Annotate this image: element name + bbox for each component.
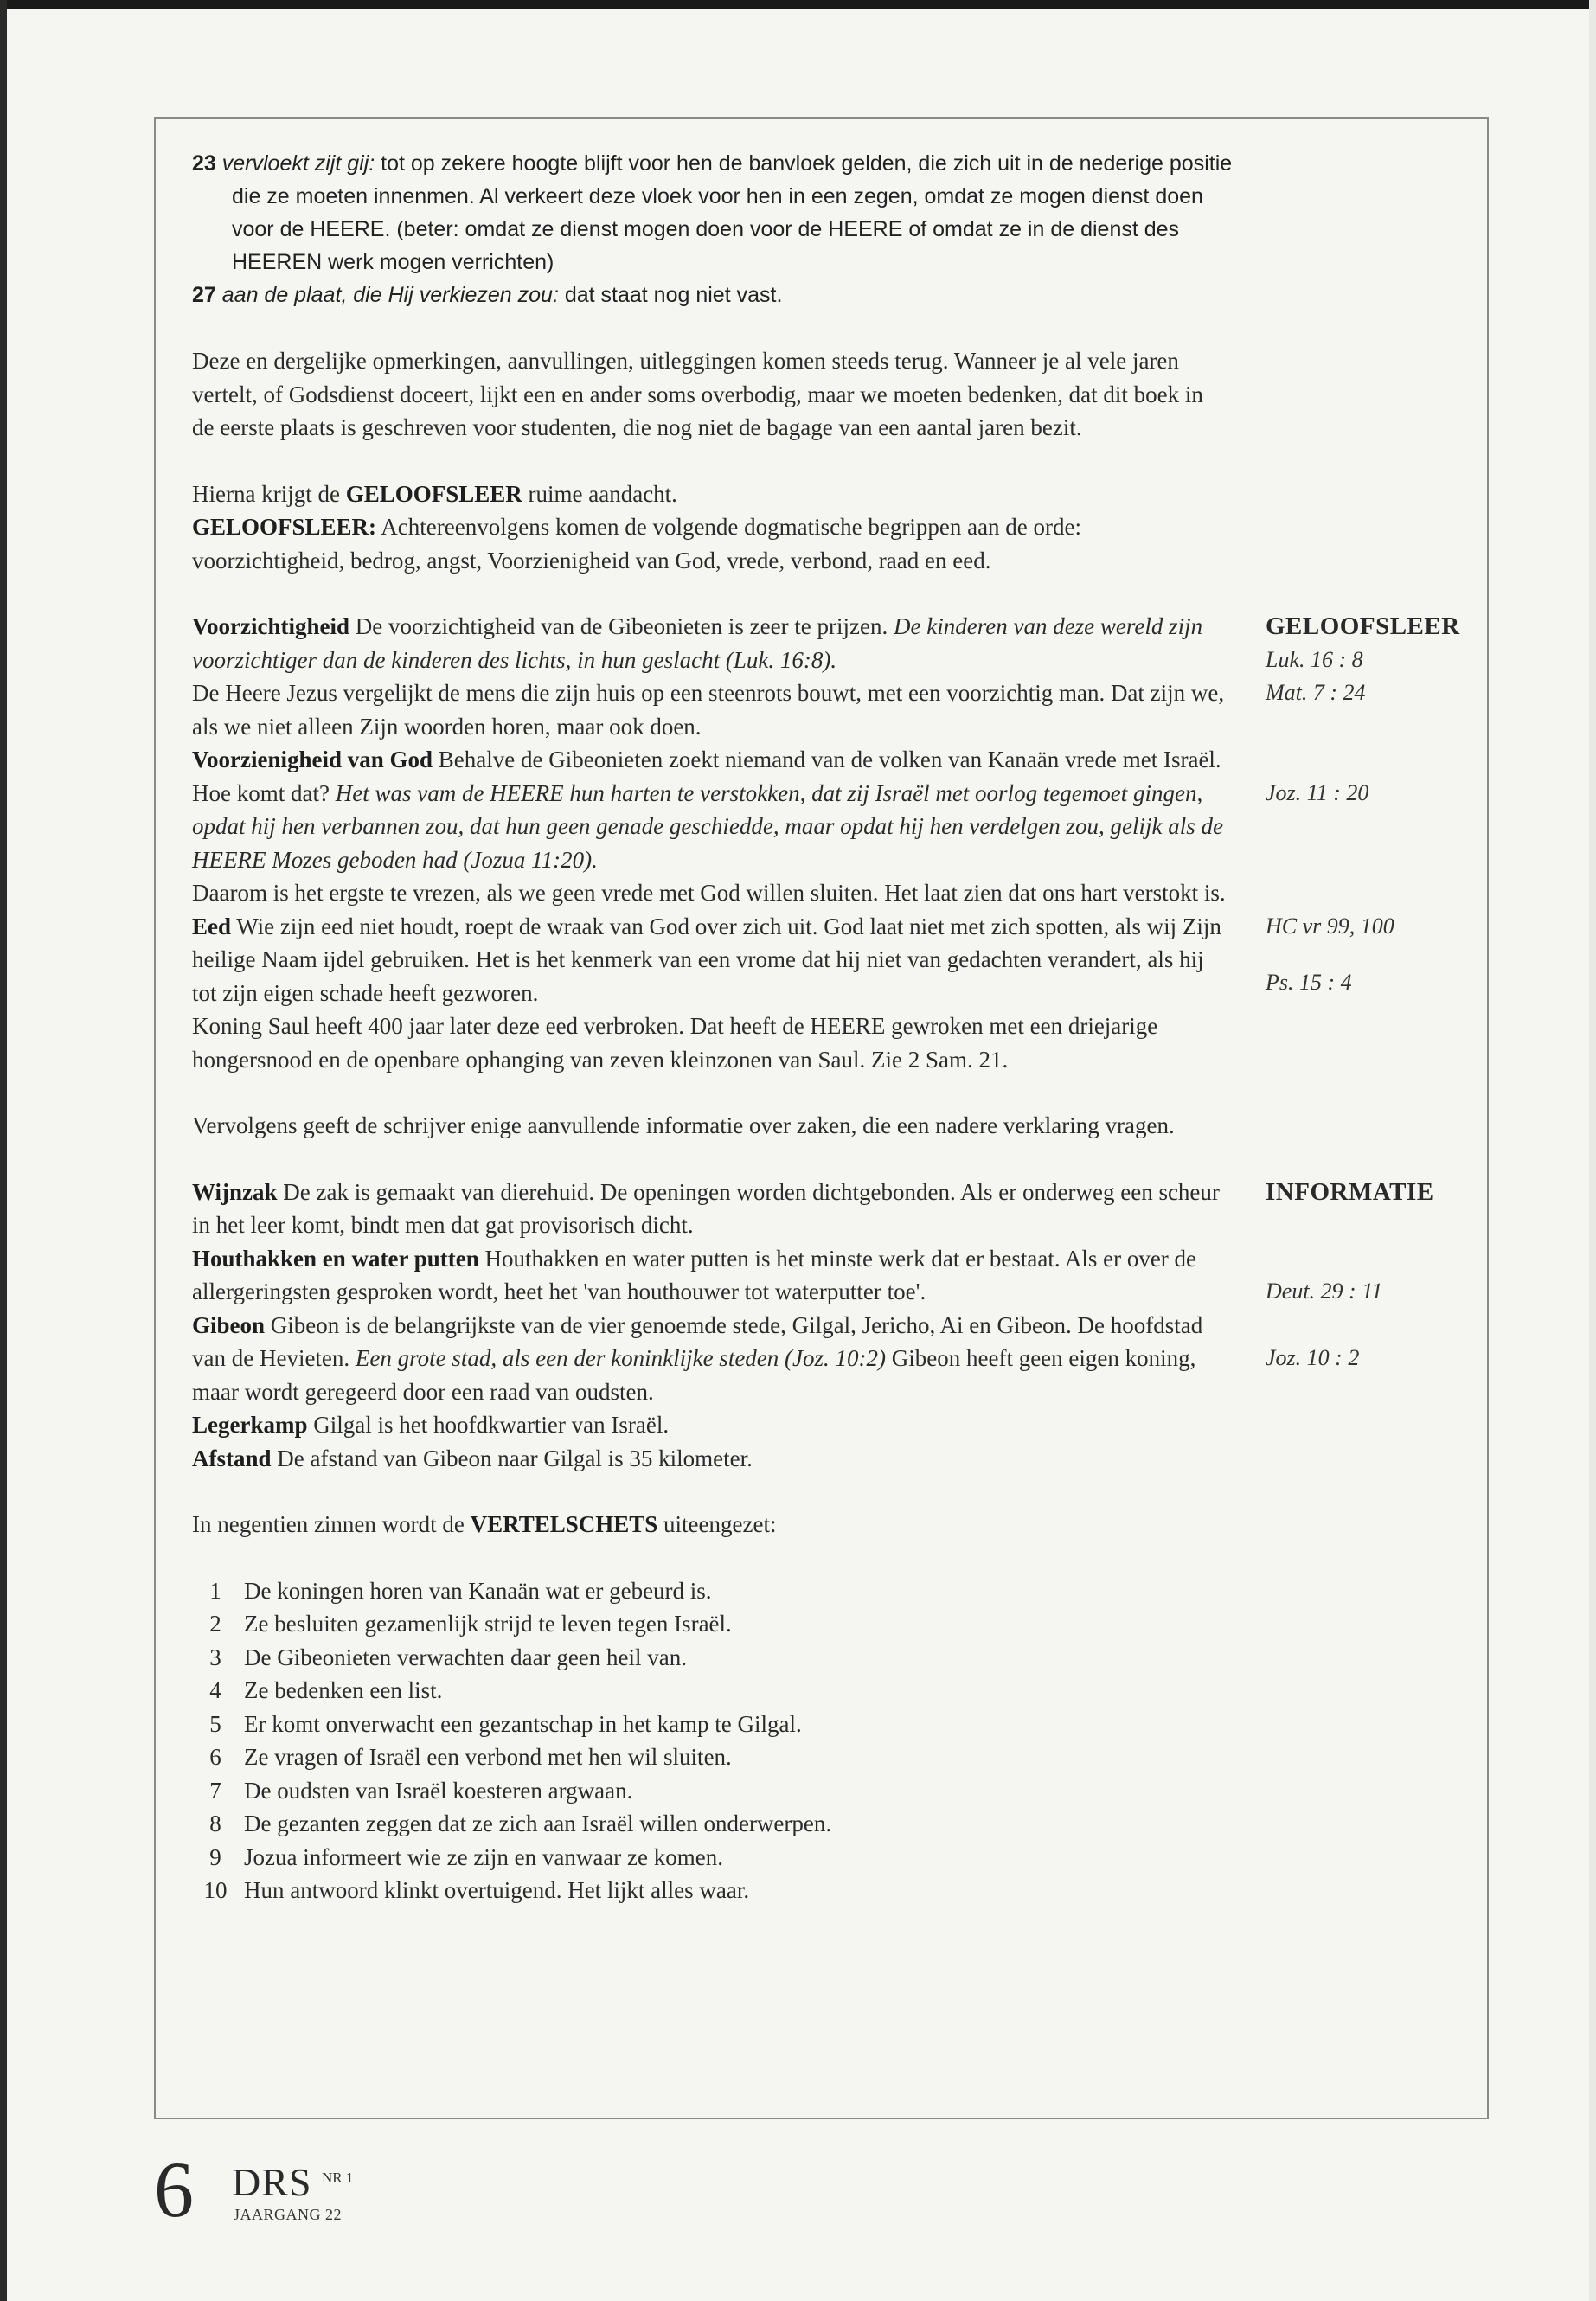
geloofsleer-intro: [192, 478, 1228, 578]
item-number: 7: [209, 1777, 221, 1804]
page-content: [192, 147, 1490, 1907]
item-number: 4: [209, 1677, 221, 1703]
list-item: [192, 1641, 1490, 1675]
voorzichtigheid-paragraph: [192, 610, 1228, 676]
list-item: [192, 1607, 1490, 1641]
term-voorzienigheid: Voorzienigheid van God: [192, 747, 433, 772]
note-27: [192, 279, 1239, 311]
margin-heading: GELOOFSLEER: [1266, 612, 1460, 640]
list-item: [192, 1774, 1490, 1808]
list-item: [192, 1740, 1490, 1774]
journal-title: DRS: [232, 2160, 312, 2204]
issue-number: NR 1: [322, 2170, 354, 2186]
item-text: Ze bedenken een list.: [244, 1677, 443, 1703]
quote: De kinderen van deze wereld zijn voorzichtiger dan de kinderen des lichts, in hun geslacht (Luk. 16:8).: [192, 613, 1203, 673]
geloofsleer-margin-2: [1266, 743, 1490, 910]
footnotes: [192, 147, 1239, 311]
voorzienigheid-text2: Daarom is het ergste te vrezen, als we geen vrede met God willen sluiten. Het laat zien dat ons hart verstokt is.: [192, 880, 1226, 906]
note-lemma: vervloekt zijt gij:: [221, 151, 375, 176]
item-text: De koningen horen van Kanaän wat er gebeurd is.: [244, 1577, 712, 1604]
margin-ref: Joz. 10 : 2: [1266, 1345, 1360, 1370]
term: GELOOFSLEER: [345, 480, 522, 507]
text: De zak is gemaakt van dierehuid. De openingen worden dichtgebonden. Als er onderweg een scheur in het leer komt, bindt men dat gat provisorisch dicht.: [192, 1178, 1220, 1238]
scan-edge-right: [1589, 0, 1596, 2301]
scan-edge-left: [0, 0, 7, 2301]
margin-ref: Ps. 15 : 4: [1266, 970, 1352, 995]
text: uiteengezet:: [657, 1511, 777, 1537]
margin-ref: Deut. 29 : 11: [1266, 1279, 1383, 1304]
scan-edge-top: [0, 0, 1596, 9]
item-number: 3: [209, 1644, 221, 1670]
item-number: 5: [209, 1710, 221, 1737]
term-afstand: Afstand: [192, 1445, 272, 1471]
list-item: [192, 1841, 1490, 1875]
item-number: 2: [209, 1611, 221, 1637]
text: Achtereenvolgens komen de volgende dogmatische begrippen aan de orde: voorzichtigheid, bedrog, angst, Voorzienigheid van God, vrede, verbond, raad en eed.: [192, 514, 1082, 574]
informatie-margin: [1266, 1176, 1490, 1309]
voorzienigheid-paragraph: [192, 743, 1228, 876]
volume-label: JAARGANG 22: [234, 2206, 343, 2223]
item-number: 8: [209, 1811, 221, 1836]
text: ruime aandacht.: [522, 480, 677, 507]
quote: Het was vam de HEERE hun harten te verstokken, dat zij Israël met oorlog tegemoet gingen, opdat hij hen verbannen zou, dat hun geen genade geschiedde, maar opdat hij hen verdelgen zou, gelijk als de HEERE Mozes geboden had (Jozua 11:20).: [192, 779, 1223, 873]
text: De afstand van Gibeon naar Gilgal is 35 kilometer.: [271, 1445, 753, 1471]
informatie-margin-2: [1266, 1309, 1490, 1476]
wijnzak-paragraph: [192, 1176, 1228, 1242]
text: Hierna krijgt de: [192, 480, 346, 507]
geloofsleer-section: [192, 610, 1490, 1076]
term-houthakken: Houthakken en water putten: [192, 1245, 479, 1272]
page-number: 6: [154, 2145, 194, 2234]
gibeon-paragraph: [192, 1309, 1228, 1409]
houthakken-paragraph: [192, 1242, 1228, 1309]
note-text: tot op zekere hoogte blijft voor hen de banvloek gelden, die zich uit in de nederige positie die ze moeten innenmen. Al verkeert deze vloek voor hen in een zegen, omdat ze mogen dienst doen voor de HEERE. (beter: omdat ze dienst mogen doen voor de HEERE of omdat ze in de dienst des HEEREN werk mogen verrichten): [232, 151, 1233, 274]
item-text: Er komt onverwacht een gezantschap in het kamp te Gilgal.: [244, 1710, 802, 1737]
term-eed: Eed: [192, 913, 232, 939]
list-item: [192, 1574, 1490, 1608]
vertelschets-list: [192, 1574, 1490, 1907]
afstand-paragraph: [192, 1442, 1228, 1476]
item-text: Jozua informeert wie ze zijn en vanwaar ze komen.: [244, 1843, 723, 1870]
item-text: Ze vragen of Israël een verbond met hen wil sluiten.: [244, 1744, 732, 1770]
text: De voorzichtigheid van de Gibeonieten is zeer te prijzen.: [349, 613, 894, 639]
informatie-section: [192, 1176, 1490, 1476]
text: Gibeon is de belangrijkste van de vier genoemde stede, Gilgal, Jericho, Ai en Gibeon. De hoofdstad van de Hevieten.: [192, 1311, 1203, 1371]
list-item: [192, 1708, 1490, 1741]
info-intro: Vervolgens geeft de schrijver enige aanvullende informatie over zaken, die een nadere verklaring vragen.: [192, 1112, 1175, 1138]
list-item: [192, 1874, 1490, 1907]
margin-heading: INFORMATIE: [1266, 1177, 1434, 1206]
margin-ref: Joz. 11 : 20: [1266, 779, 1369, 805]
margin-ref: Mat. 7 : 24: [1266, 680, 1366, 705]
note-23: [192, 147, 1239, 279]
term: VERTELSCHETS: [470, 1511, 658, 1537]
note-number: 27: [192, 283, 216, 307]
list-item: [192, 1807, 1490, 1841]
term-voorzichtigheid: Voorzichtigheid: [192, 613, 349, 639]
eed-paragraph: [192, 910, 1228, 1010]
margin-ref: Luk. 16 : 8: [1266, 646, 1363, 672]
item-number: 1: [209, 1577, 221, 1604]
voorzichtigheid-text2: De Heere Jezus vergelijkt de mens die zijn huis op een steenrots bouwt, met een voorzichtig man. Dat zijn we, als we niet alleen Zijn woorden horen, maar ook doen.: [192, 680, 1225, 740]
item-text: De gezanten zeggen dat ze zich aan Israël willen onderwerpen.: [244, 1811, 832, 1836]
note-number: 23: [192, 151, 216, 176]
note-lemma: aan de plaat, die Hij verkiezen zou:: [221, 283, 559, 307]
text: Houthakken en water putten is het minste werk dat er bestaat. Als er over de allergeringsten gesproken wordt, heet het 'van houthouwer tot waterputter toe'.: [192, 1245, 1197, 1304]
list-item: [192, 1674, 1490, 1708]
intro-paragraph: Deze en dergelijke opmerkingen, aanvullingen, uitleggingen komen steeds terug. Wanneer je al vele jaren vertelt, of Godsdienst doceert, lijkt een en ander soms overbodig, maar we moeten bedenken, dat dit boek in de eerste plaats is geschreven voor studenten, die nog niet de bagage van een aantal jaren bezit.: [192, 348, 1203, 440]
item-text: De oudsten van Israël koesteren argwaan.: [244, 1777, 633, 1804]
term: GELOOFSLEER:: [192, 514, 377, 540]
text: Gilgal is het hoofdkwartier van Israël.: [307, 1412, 670, 1438]
text: Gibeon heeft geen eigen koning, maar wordt geregeerd door een raad van oudsten.: [192, 1345, 1196, 1405]
eed-text2: Koning Saul heeft 400 jaar later deze eed verbroken. Dat heeft de HEERE gewroken met een driejarige hongersnood en de openbare ophanging van zeven kleinzonen van Saul. Zie 2 Sam. 21.: [192, 1013, 1158, 1073]
item-number: 6: [209, 1744, 221, 1770]
item-text: Hun antwoord klinkt overtuigend. Het lijkt alles waar.: [244, 1877, 750, 1903]
text: In negentien zinnen wordt de: [192, 1511, 471, 1537]
margin-ref: HC vr 99, 100: [1266, 913, 1394, 939]
item-text: Ze besluiten gezamenlijk strijd te leven tegen Israël.: [244, 1611, 732, 1637]
term-gibeon: Gibeon: [192, 1311, 266, 1338]
quote: Een grote stad, als een der koninklijke steden (Joz. 10:2): [355, 1345, 886, 1371]
term-wijnzak: Wijnzak: [192, 1178, 278, 1205]
item-number: 9: [209, 1843, 221, 1870]
vertelschets-intro: [192, 1508, 1228, 1541]
text: Wie zijn eed niet houdt, roept de wraak van God over zich uit. God laat niet met zich spotten, als wij Zijn heilige Naam ijdel gebruiken. Het is het kenmerk van een vrome dat hij niet van gedachten verandert, als hij tot zijn eigen schade heeft gezworen.: [192, 913, 1221, 1006]
item-number: 10: [203, 1877, 228, 1903]
geloofsleer-margin: [1266, 610, 1490, 743]
item-text: De Gibeonieten verwachten daar geen heil van.: [244, 1644, 688, 1670]
geloofsleer-margin-3: [1266, 910, 1490, 1077]
legerkamp-paragraph: [192, 1408, 1228, 1442]
note-text: dat staat nog niet vast.: [558, 283, 783, 307]
term-legerkamp: Legerkamp: [192, 1412, 308, 1438]
text: Behalve de Gibeonieten zoekt niemand van de volken van Kanaän vrede met Israël. Hoe komt dat?: [192, 747, 1221, 806]
